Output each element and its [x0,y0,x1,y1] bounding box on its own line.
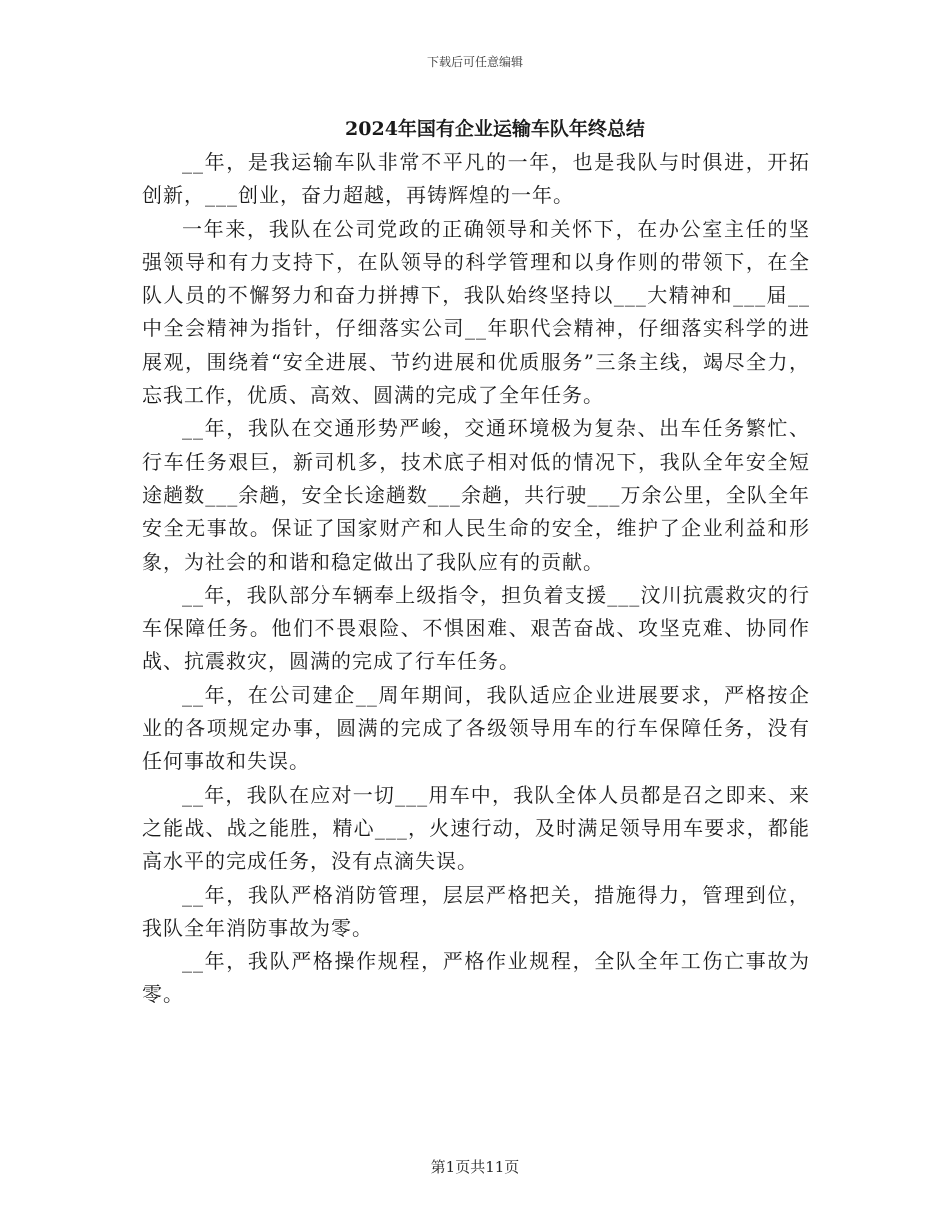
document-title: 2024年国有企业运输车队年终总结 [345,118,645,140]
paragraph: __年，我队严格消防管理，层层严格把关，措施得力，管理到位，我队全年消防事故为零。 [142,882,810,940]
paragraph: 一年来，我队在公司党政的正确领导和关怀下，在办公室主任的坚强领导和有力支持下，在队领导的科学管理和以身作则的带领下，在全队人员的不懈努力和奋力拼搏下，我队始终坚持以___大精神和___届__中全会精神为指针，仔细落实公司__年职代会精神，仔细落实科学的进展观，围绕着“安全进展、节约进展和优质服务”三条主线，竭尽全力，忘我工作，优质、高效、圆满的完成了全年任务。 [142,216,810,408]
header-note: 下载后可任意编辑 [426,55,523,69]
paragraph: __年，我队在交通形势严峻，交通环境极为复杂、出车任务繁忙、行车任务艰巨，新司机多，技术底子相对低的情况下，我队全年安全短途趟数___余趟，安全长途趟数___余趟，共行驶___万余公里，全队全年安全无事故。保证了国家财产和人民生命的安全，维护了企业利益和形象，为社会的和谐和稳定做出了我队应有的贡献。 [142,416,810,574]
paragraph: __年，我队部分车辆奉上级指令，担负着支援___汶川抗震救灾的行车保障任务。他们不畏艰险、不惧困难、艰苦奋战、攻坚克难、协同作战、抗震救灾，圆满的完成了行车任务。 [142,582,810,674]
paragraph: __年，在公司建企__周年期间，我队适应企业进展要求，严格按企业的各项规定办事，圆满的完成了各级领导用车的行车保障任务，没有任何事故和失误。 [142,682,810,774]
page-number: 第1页共11页 [430,1158,520,1176]
document-body [142,146,810,1012]
paragraph: __年，我队严格操作规程，严格作业规程，全队全年工伤亡事故为零。 [142,949,810,1007]
paragraph: __年，是我运输车队非常不平凡的一年，也是我队与时俱进，开拓创新，___创业，奋力超越，再铸辉煌的一年。 [142,150,810,208]
paragraph: __年，我队在应对一切___用车中，我队全体人员都是召之即来、来之能战、战之能胜，精心___，火速行动，及时满足领导用车要求，都能高水平的完成任务，没有点滴失误。 [142,782,810,874]
